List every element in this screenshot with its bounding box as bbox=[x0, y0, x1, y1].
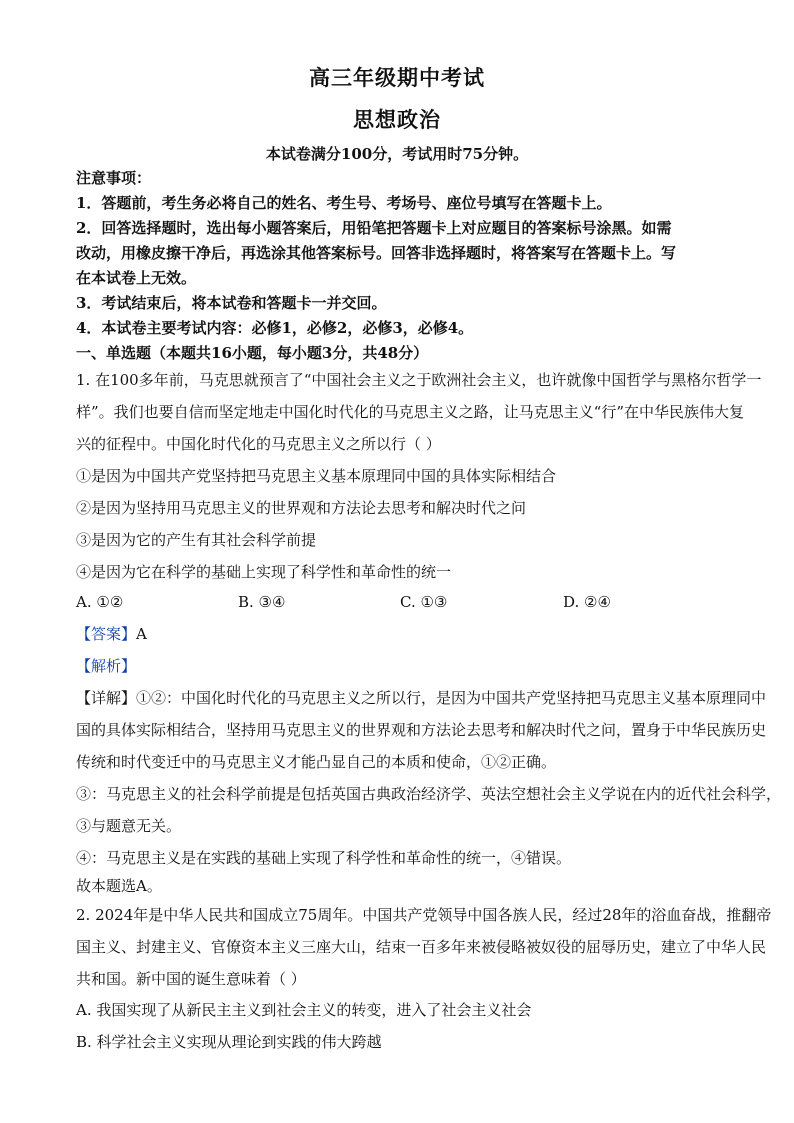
q1-detail-line: ④：马克思主义是在实践的基础上实现了科学性和革命性的统一，④错误。 bbox=[76, 849, 572, 867]
notes-line: 在本试卷上无效。 bbox=[76, 269, 197, 287]
q1-stem-line: 1. 在100多年前，马克思就预言了“中国社会主义之于欧洲社会主义，也许就像中国哲学与黑格尔哲学一 bbox=[76, 371, 762, 389]
q2-option-b: B. 科学社会主义实现从理论到实践的伟大跨越 bbox=[76, 1033, 382, 1051]
q2-stem-line: 国主义、封建主义、官僚资本主义三座大山，结束一百多年来被侵略被奴役的屈辱历史，建立了中华人民 bbox=[76, 938, 767, 956]
analysis-label: 【解析】 bbox=[76, 657, 137, 675]
subject-title: 思想政治 bbox=[353, 107, 441, 132]
q2-option-a: A. 我国实现了从新民主主义到社会主义的转变，进入了社会主义社会 bbox=[76, 1001, 532, 1019]
q1-detail-line: 传统和时代变迁中的马克思主义才能凸显自己的本质和使命，①②正确。 bbox=[76, 753, 557, 771]
section-heading: 一、单选题（本题共16小题，每小题3分，共48分） bbox=[76, 344, 429, 362]
notes-line: 2．回答选择题时，选出每小题答案后，用铅笔把答题卡上对应题目的答案标号涂黑。如需 bbox=[76, 219, 672, 237]
q1-option-c: C. ①③ bbox=[400, 593, 448, 611]
q1-detail-line: 国的具体实际相结合，坚持用马克思主义的世界观和方法论去思考和解决时代之问，置身于中华民族历史 bbox=[76, 721, 767, 739]
q1-stem-line: 兴的征程中。中国化时代化的马克思主义之所以行（ ） bbox=[76, 435, 441, 453]
detail-label: 【详解】 bbox=[76, 689, 137, 707]
q2-stem-line: 2. 2024年是中华人民共和国成立75周年。中国共产党领导中国各族人民，经过28年的浴血奋战，推翻帝 bbox=[76, 906, 772, 924]
notes-line: 改动，用橡皮擦干净后，再选涂其他答案标号。回答非选择题时，将答案写在答题卡上。写 bbox=[76, 244, 677, 262]
exam-info: 本试卷满分100分，考试用时75分钟。 bbox=[265, 145, 529, 163]
exam-title: 高三年级期中考试 bbox=[309, 65, 485, 90]
q1-item: ④是因为它在科学的基础上实现了科学性和革命性的统一 bbox=[76, 563, 452, 581]
q1-answer bbox=[76, 624, 726, 644]
notes-line: 4．本试卷主要考试内容：必修1，必修2，必修3，必修4。 bbox=[76, 319, 474, 337]
q1-conclusion: 故本题选A。 bbox=[76, 877, 162, 895]
answer-label: 【答案】 bbox=[76, 625, 137, 643]
q1-option-b: B. ③④ bbox=[238, 593, 286, 611]
q1-option-a: A. ①② bbox=[76, 593, 124, 611]
notes-heading: 注意事项： bbox=[76, 169, 152, 187]
q1-detail-line: ③：马克思主义的社会科学前提是包括英国古典政治经济学、英法空想社会主义学说在内的近代社会科学， bbox=[76, 785, 782, 803]
q1-detail-line: ③与题意无关。 bbox=[76, 817, 182, 835]
notes-line: 3．考试结束后，将本试卷和答题卡一并交回。 bbox=[76, 294, 387, 312]
q1-option-d: D. ②④ bbox=[563, 593, 611, 611]
answer-value: A bbox=[136, 625, 147, 643]
q1-detail-line bbox=[76, 688, 767, 708]
q1-item: ②是因为坚持用马克思主义的世界观和方法论去思考和解决时代之问 bbox=[76, 499, 527, 517]
q1-item: ③是因为它的产生有其社会科学前提 bbox=[76, 531, 317, 549]
q1-item: ①是因为中国共产党坚持把马克思主义基本原理同中国的具体实际相结合 bbox=[76, 467, 557, 485]
notes-line: 1．答题前，考生务必将自己的姓名、考生号、考场号、座位号填写在答题卡上。 bbox=[76, 194, 612, 212]
q1-stem-line: 样”。我们也要自信而坚定地走中国化时代化的马克思主义之路，让马克思主义“行”在中华民族伟大复 bbox=[76, 403, 745, 421]
detail-text: ①②：中国化时代化的马克思主义之所以行，是因为中国共产党坚持把马克思主义基本原理同中 bbox=[136, 689, 767, 707]
q2-stem-line: 共和国。新中国的诞生意味着（ ） bbox=[76, 970, 306, 988]
